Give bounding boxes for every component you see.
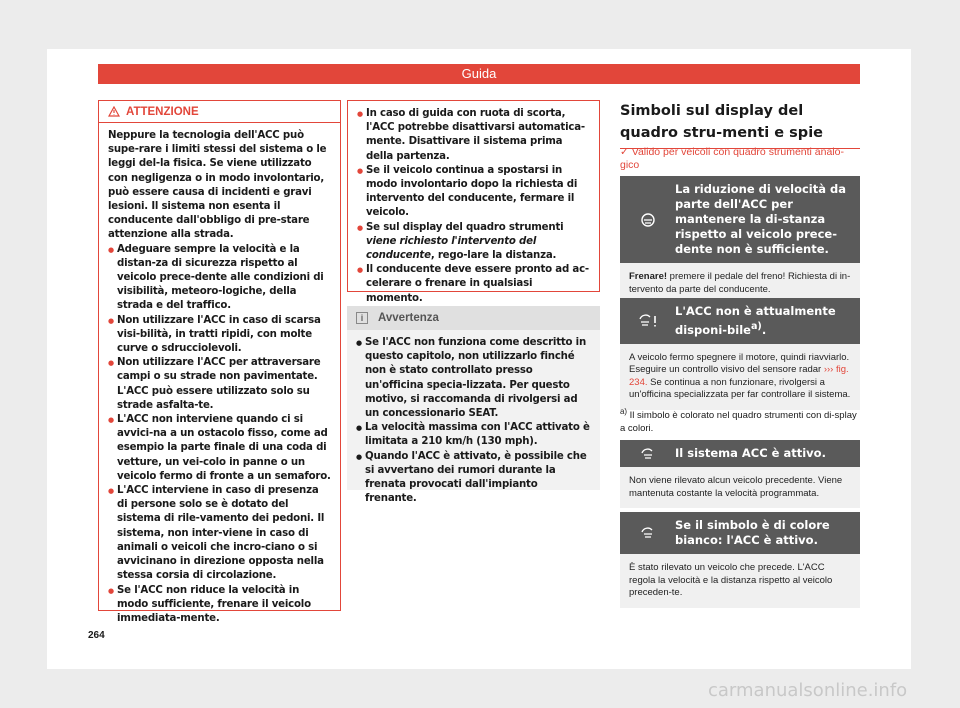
warning-box-left [98,100,341,624]
note-bullet: ● La velocità massima con l'ACC attivato è limitata a 210 km/h (130 mph). [356,421,591,449]
section-title: Simboli sul display del quadro stru-menti e spie [620,100,860,149]
symbol-card-speed-reduction [620,176,860,304]
note-box [347,306,600,505]
warning-triangle-icon [108,106,120,117]
warning-bullet: ● Se sul display del quadro strumenti viene richiesto l'intervento del conducente, rego-lare la distanza. [357,221,590,264]
card-title: Il sistema ACC è attivo. [675,446,826,460]
acc-vehicle-detected-icon [620,512,675,554]
warning-bullet: ● Non utilizzare l'ACC in caso di scarsa visi-bilità, in tratti ripidi, con molte curve o sdrucciolevoli. [108,314,331,357]
note-bullet: ● Se l'ACC non funziona come descritto in questo capitolo, non utilizzarlo finché non è stato controllato presso un'officina specia-lizzata. Per questo motivo, si raccomanda di rivolgersi ad un concessionario SEAT. [356,336,591,421]
symbol-card-acc-unavailable [620,298,860,410]
warning-intro: Neppure la tecnologia dell'ACC può supe-rare i limiti stessi del sistema o le leggi del-la fisica. Se viene utilizzato con negligenza o in modo involontario, può essere causa di incidenti e gravi lesioni. Il sistema non esenta il conducente dall'obbligo di pre-stare attenzione alla strada. [108,130,327,241]
warning-bullet: ● L'ACC non interviene quando ci si avvici-na a un ostacolo fisso, come ad esempio la parte finale di una coda di vetture, un vei-colo in panne o un veicolo fermo di fronte a un semaforo. [108,413,331,484]
note-heading: i Avvertenza [347,306,600,330]
card-body: È stato rilevato un veicolo che precede. L'ACC regola la velocità e la distanza rispetto al veicolo preceden-te. [629,562,833,598]
warning-bullet: ● Non utilizzare l'ACC per attraversare campi o su strade non pavimentate. L'ACC può essere utilizzato solo su strade asfalta-te. [108,356,331,413]
footnote: $^{a)}$ Il simbolo è colorato nel quadro strumenti con di-splay a colori. [620,407,857,434]
warning-heading: ATTENZIONE [99,101,340,123]
warning-bullet: ● Il conducente deve essere pronto ad ac-celerare o frenare in qualsiasi momento. [357,263,590,306]
note-bullet: ● Quando l'ACC è attivato, è possibile che si avvertano dei rumori durante la frenata provocati dall'impianto frenante. [356,450,591,507]
chapter-header: Guida [98,64,860,84]
warning-bullet: ● Se l'ACC non riduce la velocità in modo sufficiente, frenare il veicolo immediata-mente. [108,584,331,627]
card-body: A veicolo fermo spegnere il motore, quindi riavviarlo. Eseguire un controllo visivo del sensore radar ››› fig. 234. Se continua a non funzionare, rivolgersi a un'officina specializzata per far controllare il sistema. [629,351,851,401]
watermark: carmanualsonline.info [708,680,908,701]
warning-bullet: ● Se il veicolo continua a spostarsi in modo involontario dopo la richiesta di intervento del conducente, fermare il veicolo. [357,164,590,221]
warning-bullet: ● Adeguare sempre la velocità e la distan-za di sicurezza rispetto al veicolo prece-dente alle condizioni di visibilità, meteoro-logiche, della strada e del traffico. [108,243,331,314]
acc-fault-icon [620,298,675,344]
acc-active-icon [620,440,675,467]
info-icon: i [356,312,368,324]
warning-box-continued [347,100,600,304]
warning-bullet: ● L'ACC interviene in caso di presenza di persone solo se è dotato del sistema di rile-vamento dei pedoni. Il sistema, non inter-viene in caso di animali o veicoli che incro-ciano o si avvicinano in direzione opposta nella stessa corsia di circolazione. [108,484,331,583]
card-body: Non viene rilevato alcun veicolo precedente. Viene mantenuta costante la velocità programmata. [629,475,843,499]
card-body: Frenare! premere il pedale del freno! Richiesta di in-tervento da parte del conducente. [629,271,851,295]
symbol-card-acc-active [620,440,860,508]
card-title: Se il simbolo è di colore bianco: l'ACC è attivo. [675,518,830,547]
warning-bullet: ● In caso di guida con ruota di scorta, l'ACC potrebbe disattivarsi automatica-mente. Disattivare il sistema prima della partenza. [357,107,590,164]
card-title: L'ACC non è attualmente disponi-bile$^{a)}$. [675,304,836,337]
validity-note: ✓ Valido per veicoli con quadro strumenti analo-gico [620,146,844,171]
page-number: 264 [88,630,105,641]
symbol-card-acc-white [620,512,860,608]
card-title: La riduzione di velocità da parte dell'ACC per mantenere la di-stanza rispetto al veicolo prece-dente non è sufficiente. [675,182,846,256]
acc-warning-icon [620,176,675,263]
figure-link[interactable]: ››› fig. 234. [629,364,849,388]
